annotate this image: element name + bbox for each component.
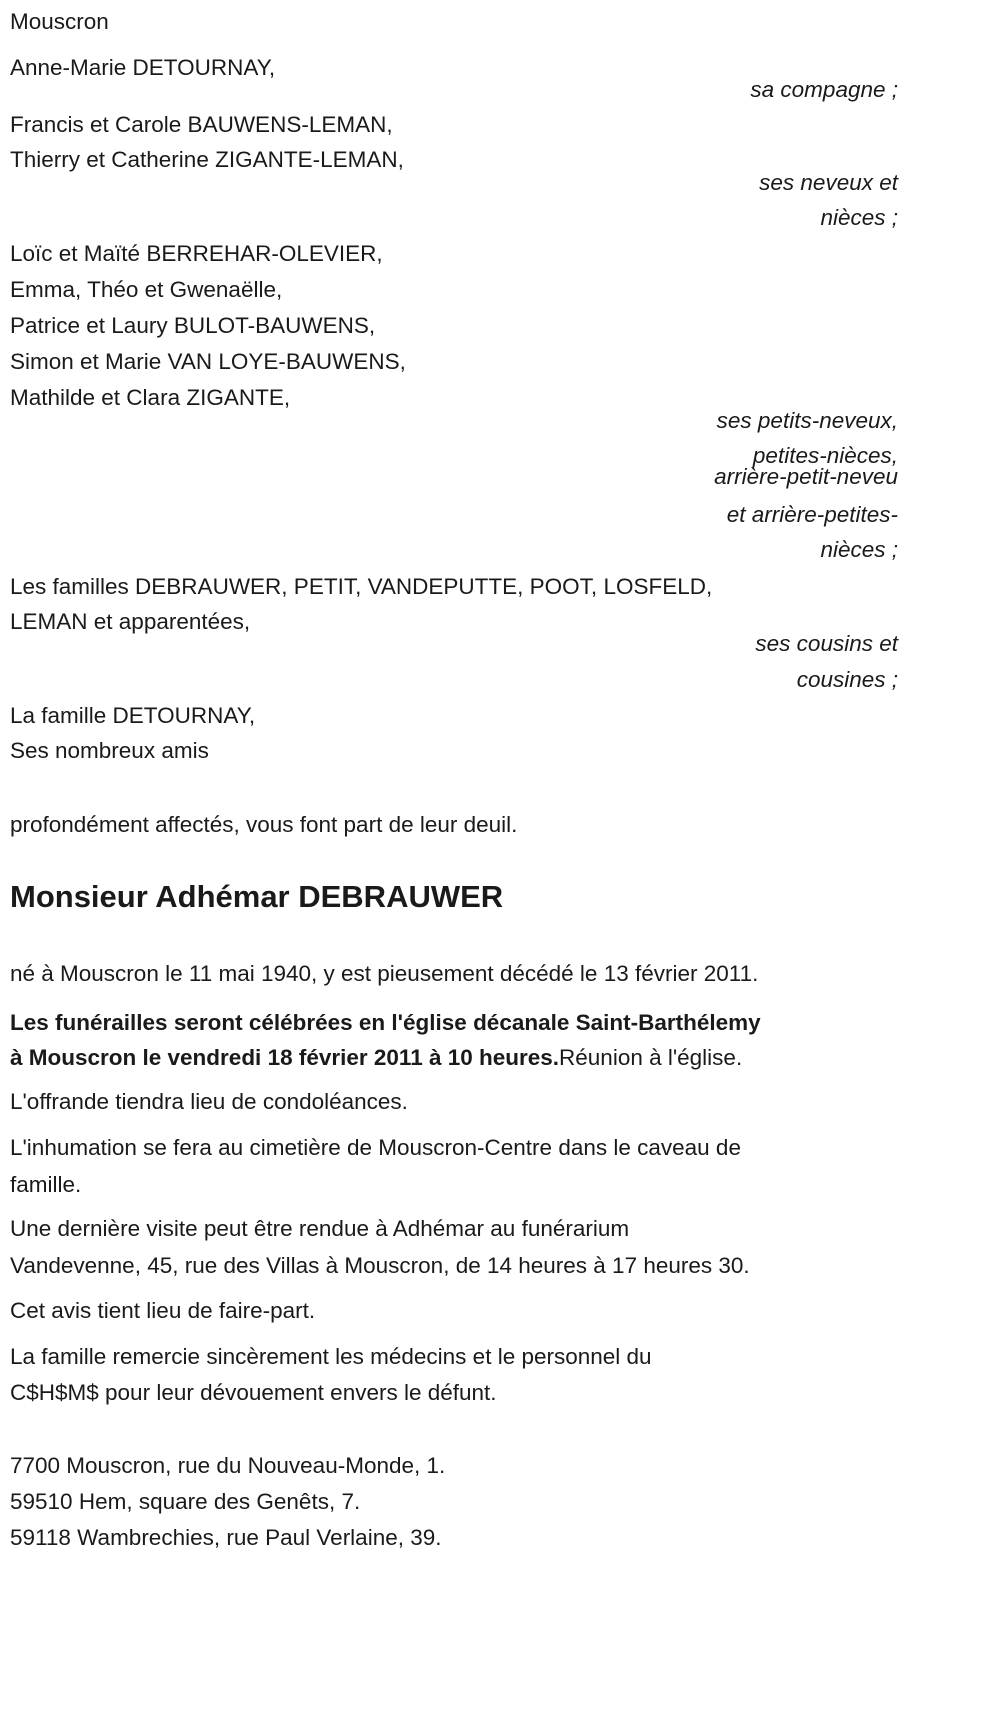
grandnephew-line: Loïc et Maïté BERREHAR-OLEVIER, bbox=[10, 241, 383, 266]
address: 7700 Mouscron, rue du Nouveau-Monde, 1. bbox=[10, 1453, 446, 1478]
grandnephew-line: Mathilde et Clara ZIGANTE, bbox=[10, 385, 291, 410]
nephews-role: nièces ; bbox=[820, 205, 898, 230]
address: 59510 Hem, square des Genêts, 7. bbox=[10, 1489, 361, 1514]
notice: Cet avis tient lieu de faire-part. bbox=[10, 1298, 316, 1323]
thanks-2: C$H$M$ pour leur dévouement envers le défunt. bbox=[10, 1380, 497, 1405]
cousins-role: cousines ; bbox=[796, 667, 898, 692]
funeral-info-2 bbox=[10, 1044, 742, 1072]
nephews-role: ses neveux et bbox=[759, 170, 898, 195]
cousins-line: LEMAN et apparentées, bbox=[10, 609, 251, 634]
announcement: profondément affectés, vous font part de leur deuil. bbox=[10, 812, 518, 837]
place: Mouscron bbox=[10, 9, 109, 34]
birth-death: né à Mouscron le 11 mai 1940, y est pieusement décédé le 13 février 2011. bbox=[10, 961, 759, 986]
nephew-line: Francis et Carole BAUWENS-LEMAN, bbox=[10, 112, 393, 137]
burial-2: famille. bbox=[10, 1172, 82, 1197]
cousins-role: ses cousins et bbox=[755, 631, 898, 656]
grandnephew-line: Patrice et Laury BULOT-BAUWENS, bbox=[10, 313, 376, 338]
funeral-meeting: Réunion à l'église. bbox=[559, 1045, 743, 1070]
thanks: La famille remercie sincèrement les médecins et le personnel du bbox=[10, 1344, 652, 1369]
funeral-info: Les funérailles seront célébrées en l'église décanale Saint-Barthélemy bbox=[10, 1010, 761, 1035]
grandnephews-role: ses petits-neveux, bbox=[716, 408, 898, 433]
address: 59118 Wambrechies, rue Paul Verlaine, 39. bbox=[10, 1525, 442, 1550]
deceased-name: Monsieur Adhémar DEBRAUWER bbox=[10, 879, 504, 914]
grandnephews-role: nièces ; bbox=[820, 537, 898, 562]
burial: L'inhumation se fera au cimetière de Mouscron-Centre dans le caveau de bbox=[10, 1135, 741, 1160]
grandnephews-role: arrière-petit-neveu bbox=[714, 464, 898, 489]
grandnephew-line: Emma, Théo et Gwenaëlle, bbox=[10, 277, 283, 302]
funeral-date: à Mouscron le vendredi 18 février 2011 à 10 heures. bbox=[10, 1045, 560, 1070]
companion: Anne-Marie DETOURNAY, bbox=[10, 55, 276, 80]
grandnephews-role: et arrière-petites- bbox=[726, 502, 898, 527]
grandnephews-role: petites-nièces, bbox=[752, 443, 898, 468]
cousins-line: Les familles DEBRAUWER, PETIT, VANDEPUTTE, POOT, LOSFELD, bbox=[10, 574, 713, 599]
visit: Une dernière visite peut être rendue à Adhémar au funérarium bbox=[10, 1216, 630, 1241]
nephew-line: Thierry et Catherine ZIGANTE-LEMAN, bbox=[10, 147, 404, 172]
others-line: La famille DETOURNAY, bbox=[10, 703, 256, 728]
others-line: Ses nombreux amis bbox=[10, 738, 209, 763]
companion-role: sa compagne ; bbox=[750, 77, 898, 102]
offering: L'offrande tiendra lieu de condoléances. bbox=[10, 1089, 408, 1114]
grandnephew-line: Simon et Marie VAN LOYE-BAUWENS, bbox=[10, 349, 406, 374]
visit-2: Vandevenne, 45, rue des Villas à Mouscron, de 14 heures à 17 heures 30. bbox=[10, 1253, 750, 1278]
